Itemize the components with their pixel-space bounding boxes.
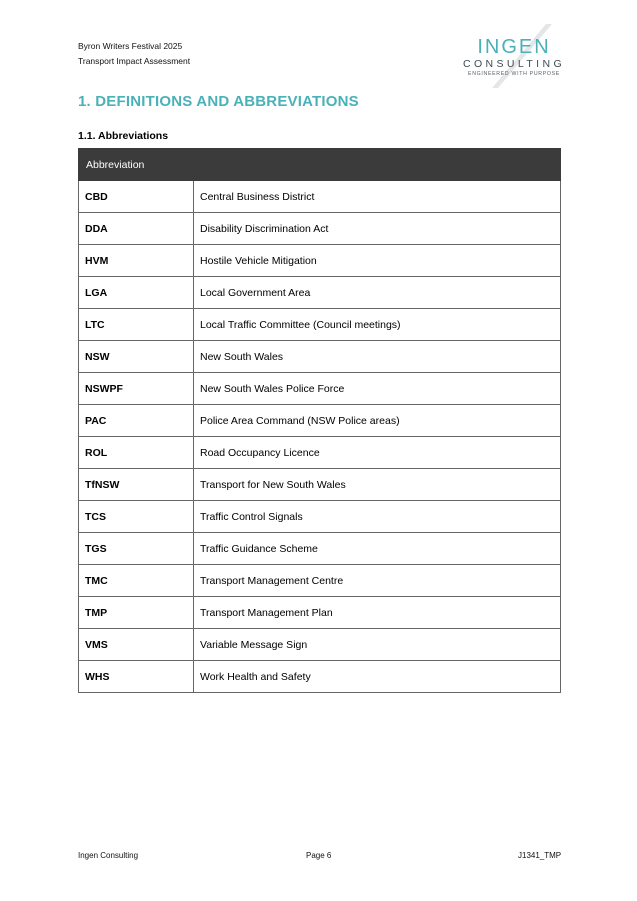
abbreviation-code: TfNSW xyxy=(79,469,194,501)
table-row xyxy=(79,469,561,501)
footer-document-code: J1341_TMP xyxy=(518,851,562,860)
abbreviation-code: NSW xyxy=(79,341,194,373)
table-row xyxy=(79,373,561,405)
abbreviation-meaning: Central Business District xyxy=(194,181,561,213)
table-row xyxy=(79,597,561,629)
abbreviation-code: NSWPF xyxy=(79,373,194,405)
abbreviation-meaning: Variable Message Sign xyxy=(194,629,561,661)
company-logo xyxy=(462,24,566,88)
abbreviation-code: VMS xyxy=(79,629,194,661)
table-row xyxy=(79,533,561,565)
table-row xyxy=(79,181,561,213)
table-row xyxy=(79,341,561,373)
abbreviation-meaning: Transport for New South Wales xyxy=(194,469,561,501)
table-header-cell: Abbreviation xyxy=(79,149,561,181)
abbreviation-meaning: Police Area Command (NSW Police areas) xyxy=(194,405,561,437)
abbreviation-code: WHS xyxy=(79,661,194,693)
table-row xyxy=(79,437,561,469)
abbreviation-code: TMP xyxy=(79,597,194,629)
abbreviation-meaning: Local Government Area xyxy=(194,277,561,309)
table-header-row xyxy=(79,149,561,181)
table-row xyxy=(79,213,561,245)
footer-page-number: Page 6 xyxy=(306,851,332,860)
abbreviation-meaning: Transport Management Plan xyxy=(194,597,561,629)
abbreviation-code: ROL xyxy=(79,437,194,469)
abbreviation-code: TMC xyxy=(79,565,194,597)
table-row xyxy=(79,661,561,693)
table-row xyxy=(79,501,561,533)
table-row xyxy=(79,629,561,661)
table-row xyxy=(79,309,561,341)
abbreviation-meaning: Road Occupancy Licence xyxy=(194,437,561,469)
table-row xyxy=(79,565,561,597)
table-row xyxy=(79,405,561,437)
table-row xyxy=(79,277,561,309)
abbreviation-meaning: Hostile Vehicle Mitigation xyxy=(194,245,561,277)
abbreviation-code: HVM xyxy=(79,245,194,277)
abbreviation-meaning: Traffic Control Signals xyxy=(194,501,561,533)
section-title: 1. DEFINITIONS AND ABBREVIATIONS xyxy=(78,93,359,110)
abbreviation-code: PAC xyxy=(79,405,194,437)
abbreviation-code: DDA xyxy=(79,213,194,245)
abbreviation-code: TGS xyxy=(79,533,194,565)
logo-word: CONSULTING xyxy=(462,58,566,70)
table-body xyxy=(79,181,561,693)
header-document-title: Transport Impact Assessment xyxy=(78,56,191,66)
logo-name: INGEN xyxy=(477,36,551,58)
abbreviation-code: CBD xyxy=(79,181,194,213)
abbreviation-meaning: Local Traffic Committee (Council meetings) xyxy=(194,309,561,341)
logo-tagline: ENGINEERED WITH PURPOSE xyxy=(468,71,560,77)
abbreviation-code: TCS xyxy=(79,501,194,533)
abbreviation-meaning: New South Wales xyxy=(194,341,561,373)
abbreviation-meaning: Disability Discrimination Act xyxy=(194,213,561,245)
abbreviation-meaning: Traffic Guidance Scheme xyxy=(194,533,561,565)
abbreviations-table xyxy=(78,148,561,693)
header-project-title: Byron Writers Festival 2025 xyxy=(78,41,183,51)
abbreviation-meaning: New South Wales Police Force xyxy=(194,373,561,405)
abbreviation-meaning: Work Health and Safety xyxy=(194,661,561,693)
abbreviation-code: LGA xyxy=(79,277,194,309)
footer-company: Ingen Consulting xyxy=(78,851,139,860)
abbreviation-meaning: Transport Management Centre xyxy=(194,565,561,597)
subsection-title: 1.1. Abbreviations xyxy=(78,130,169,142)
abbreviation-code: LTC xyxy=(79,309,194,341)
table-row xyxy=(79,245,561,277)
